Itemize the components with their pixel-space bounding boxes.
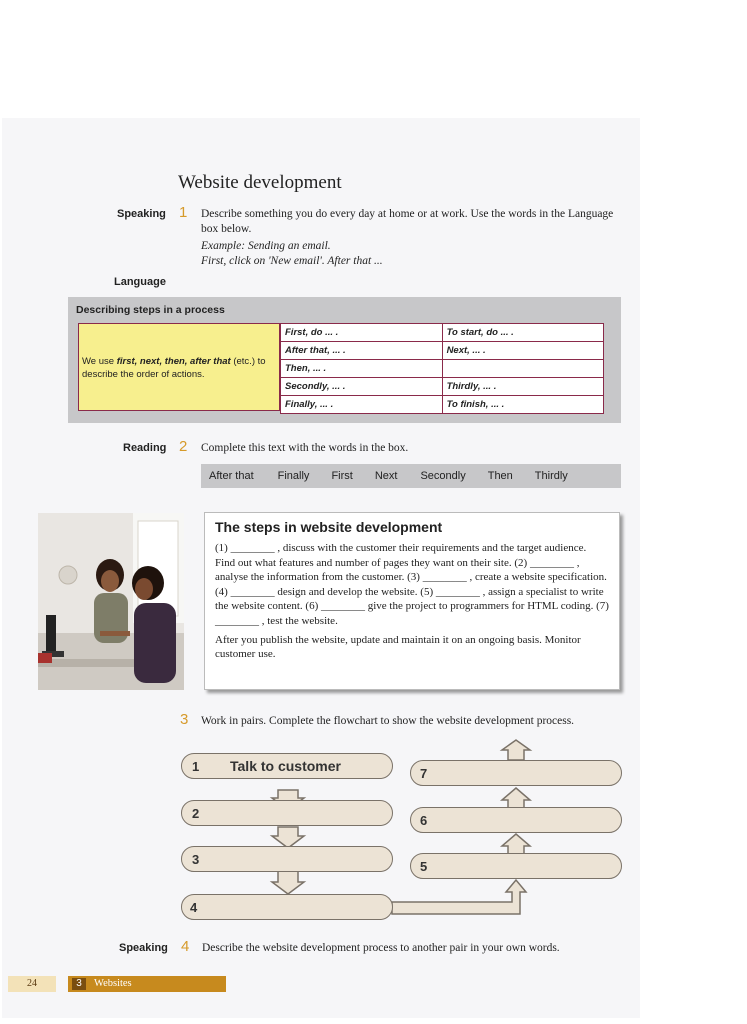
reading-text-title: The steps in website development xyxy=(215,519,443,535)
flowchart-step-3 xyxy=(181,846,393,872)
phrase-cell: After that, ... . xyxy=(281,342,443,360)
flowchart-step-7-number: 7 xyxy=(420,766,428,781)
speaking-label-2: Speaking xyxy=(119,942,168,954)
phrase-cell: To finish, ... . xyxy=(442,396,603,414)
reading-label: Reading xyxy=(123,442,167,454)
phrase-cell: Then, ... . xyxy=(281,360,443,378)
word-box-item: Secondly xyxy=(420,470,466,482)
table-row xyxy=(281,342,604,360)
flowchart-step-2 xyxy=(181,800,393,826)
flowchart-step-7 xyxy=(410,760,622,786)
task-number-4: 4 xyxy=(181,938,190,955)
office-photo xyxy=(38,513,184,690)
task-number-2: 2 xyxy=(179,438,188,455)
page-number: 24 xyxy=(8,976,56,992)
task-4-instruction: Describe the website development process to another pair in your own words. xyxy=(202,942,560,954)
arrow-down-icon xyxy=(272,827,304,848)
flowchart-step-6-number: 6 xyxy=(420,813,428,828)
task-1-example: Example: Sending an email. xyxy=(201,240,331,252)
speaking-label: Speaking xyxy=(117,208,166,220)
table-row xyxy=(281,396,604,414)
flowchart-step-3-number: 3 xyxy=(192,852,200,867)
arrow-up-icon xyxy=(502,834,530,854)
reading-text-box xyxy=(204,512,620,690)
word-box-item: After that xyxy=(209,470,254,482)
word-box-item: Next xyxy=(374,470,398,482)
flowchart-step-1-number: 1 xyxy=(192,759,200,774)
language-phrase-table xyxy=(280,323,604,414)
phrase-cell: Next, ... . xyxy=(442,342,603,360)
task-1-instruction: Describe something you do every day at home or at work. Use the words in the Language box below. xyxy=(201,208,614,235)
task-1-example-line2: First, click on 'New email'. After that ... xyxy=(201,255,383,267)
phrase-cell: Thirdly, ... . xyxy=(442,378,603,396)
phrase-cell: Finally, ... . xyxy=(281,396,443,414)
unit-footer-bar xyxy=(68,976,226,992)
table-row xyxy=(281,324,604,342)
arrow-down-icon xyxy=(272,871,304,894)
flowchart-step-5-number: 5 xyxy=(420,859,428,874)
table-row xyxy=(281,360,604,378)
language-label: Language xyxy=(114,276,166,288)
unit-title: Websites xyxy=(94,978,132,989)
phrase-cell: First, do ... . xyxy=(281,324,443,342)
phrase-cell: To start, do ... . xyxy=(442,324,603,342)
word-box-item: Thirdly xyxy=(534,470,568,482)
reading-text-paragraph-2: After you publish the website, update and maintain it on an ongoing basis. Monitor customer use. xyxy=(215,633,581,661)
page-title: Website development xyxy=(178,172,342,193)
table-row xyxy=(281,378,604,396)
flowchart-step-2-number: 2 xyxy=(192,806,200,821)
reading-text-paragraph-1: (1) ________ , discuss with the customer their requirements and the target audience. Find out what features and number of pages they want on their site. (2) ________ , analyse the information from the customer. (3) ________ , create a website specification. (4) ________ design and develop the website. (5) ________ , assign a specialist to write the website content. (6) ________ give the project to programmers for HTML coding. (7) ________ , test the website. xyxy=(215,542,609,627)
word-box xyxy=(201,464,621,488)
phrase-cell xyxy=(442,360,603,378)
flowchart-step-4-number: 4 xyxy=(190,900,198,915)
word-box-item: First xyxy=(331,470,353,482)
flowchart-step-5 xyxy=(410,853,622,879)
arrow-up-icon xyxy=(502,740,530,760)
flowchart-step-6 xyxy=(410,807,622,833)
unit-number: 3 xyxy=(72,978,86,990)
task-number-3: 3 xyxy=(180,711,189,728)
task-2-instruction: Complete this text with the words in the box. xyxy=(201,442,409,454)
flowchart-step-4 xyxy=(181,894,393,920)
language-note: We use first, next, then, after that (etc.) to describe the order of actions. xyxy=(82,356,266,380)
task-number-1: 1 xyxy=(179,204,188,221)
flowchart-step-1-text: Talk to customer xyxy=(230,758,341,774)
language-box-title: Describing steps in a process xyxy=(76,304,225,316)
word-box-item: Then xyxy=(487,470,513,482)
arrow-up-icon xyxy=(502,788,530,808)
word-box-item: Finally xyxy=(277,470,310,482)
task-3-instruction: Work in pairs. Complete the flowchart to show the website development process. xyxy=(201,715,575,727)
arrow-up-icon xyxy=(392,880,526,914)
phrase-cell: Secondly, ... . xyxy=(281,378,443,396)
